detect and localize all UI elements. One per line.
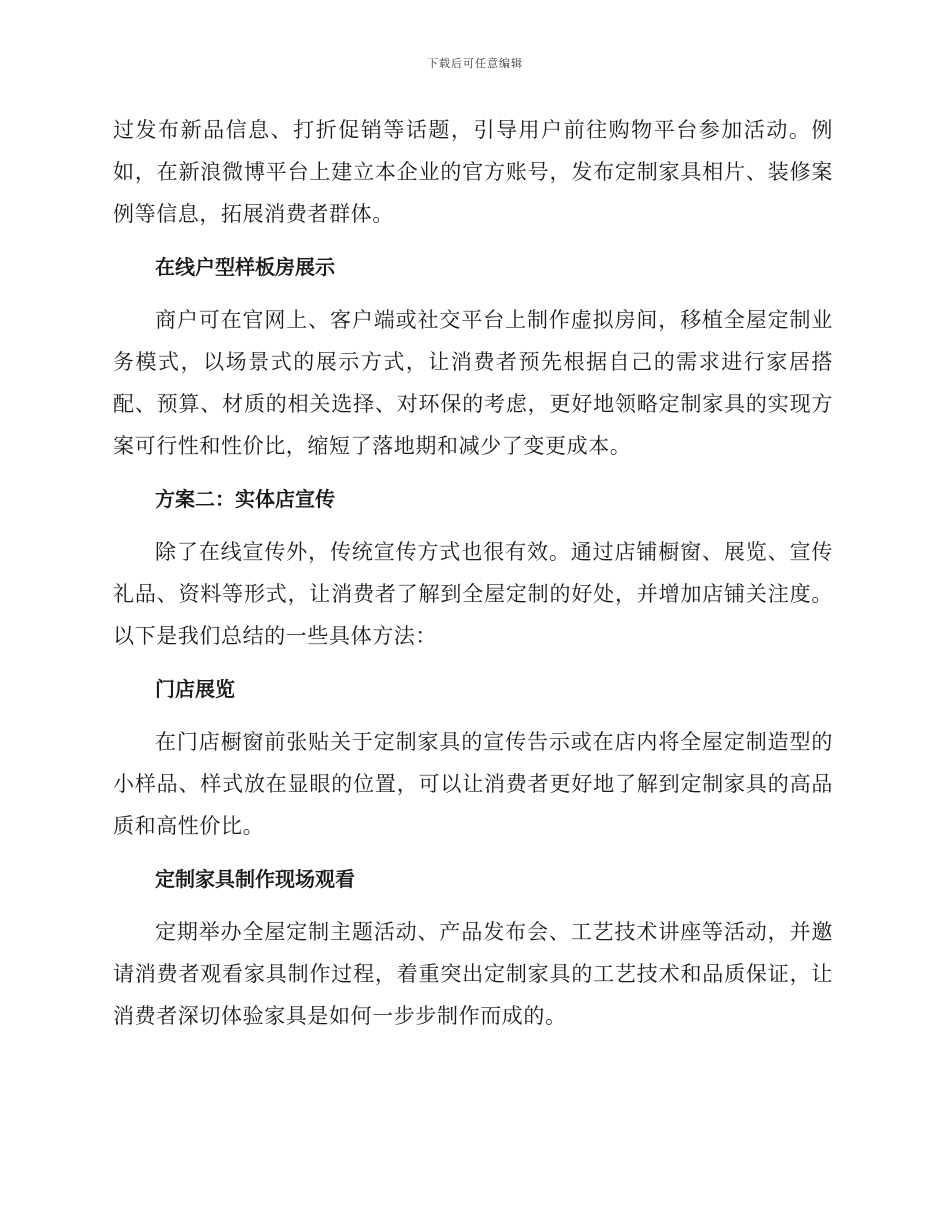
paragraph-production-viewing: 定期举办全屋定制主题活动、产品发布会、工艺技术讲座等活动，并邀请消费者观看家具制作过程，着重突出定制家具的工艺技术和品质保证，让消费者深切体验家具是如何一步步制作而成的。 <box>113 920 833 1028</box>
spacer <box>113 847 833 858</box>
paragraph-online-promotion: 过发布新品信息、打折促销等话题，引导用户前往购物平台参加活动。例如，在新浪微博平台上建立本企业的官方账号，发布定制家具相片、装修案例等信息，拓展消费者群体。 <box>113 118 833 226</box>
spacer <box>113 710 833 721</box>
paragraph-store-promotion: 除了在线宣传外，传统宣传方式也很有效。通过店铺橱窗、展览、宣传礼品、资料等形式，让消费者了解到全屋定制的好处，并增加店铺关注度。以下是我们总结的一些具体方法： <box>113 540 833 648</box>
heading-store-exhibition: 门店展览 <box>155 677 235 701</box>
heading-plan-two: 方案二：实体店宣传 <box>155 487 335 511</box>
spacer <box>113 288 833 299</box>
page-header: 下载后可任意编辑 <box>427 57 523 70</box>
paragraph-online-showroom: 商户可在官网上、客户端或社交平台上制作虚拟房间，移植全屋定制业务模式，以场景式的展示方式，让消费者预先根据自己的需求进行家居搭配、预算、材质的相关选择、对环保的考虑，更好地领略定制家具的实现方案可行性和性价比，缩短了落地期和减少了变更成本。 <box>113 308 833 458</box>
spacer <box>113 900 833 911</box>
paragraph-store-exhibition: 在门店橱窗前张贴关于定制家具的宣传告示或在店内将全屋定制造型的小样品、样式放在显眼的位置，可以让消费者更好地了解到定制家具的高品质和高性价比。 <box>113 730 833 838</box>
document-body <box>113 109 833 1037</box>
spacer <box>113 520 833 531</box>
heading-online-showroom: 在线户型样板房展示 <box>155 255 335 279</box>
spacer <box>113 235 833 246</box>
heading-production-viewing: 定制家具制作现场观看 <box>155 867 355 891</box>
spacer <box>113 657 833 668</box>
spacer <box>113 467 833 478</box>
